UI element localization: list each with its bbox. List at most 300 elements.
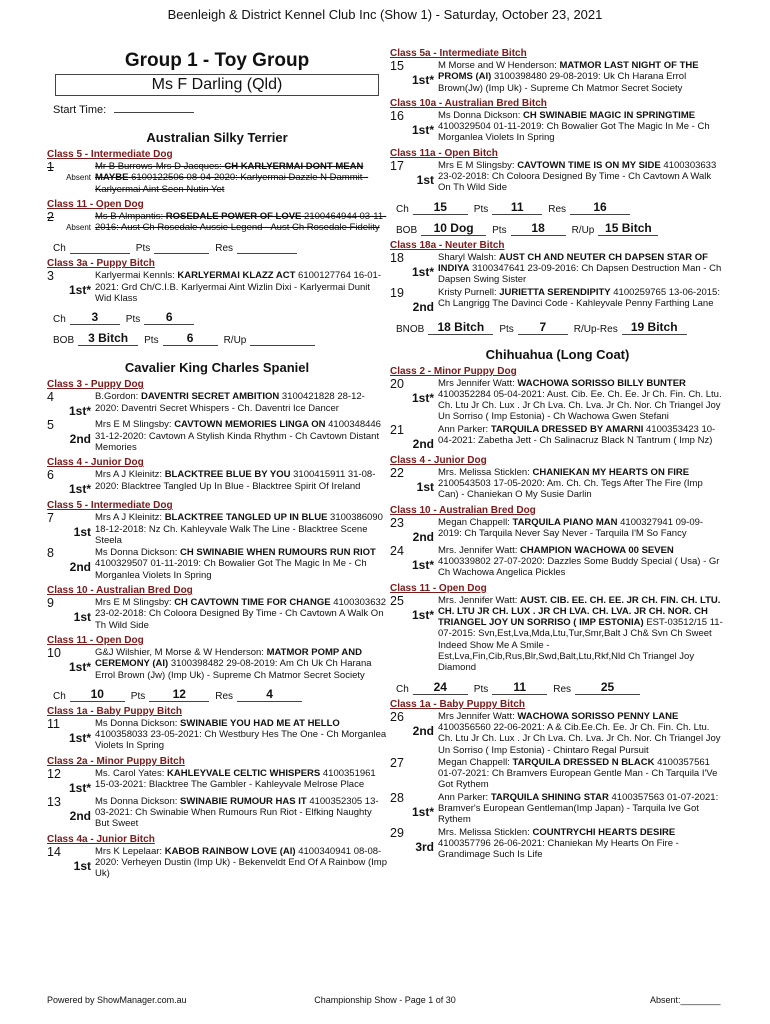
- entry-dog-name: AUST. CIB. EE. CH. EE. JR CH. FIN. CH. LTU. CH. LTU JR CH. LUX . JR CH LVA. CH. LVA. JR CH. NOR. CH TRIANGEL JOY UN SORRISO ( IMP ESTONIA): [438, 594, 721, 629]
- entry-text: [95, 547, 387, 581]
- entry-row: [47, 391, 387, 418]
- entry-text: [438, 424, 725, 451]
- entry-text: [438, 711, 725, 756]
- start-time: [53, 104, 387, 116]
- entry-dog-name: CHAMPION WACHOWA 00 SEVEN: [520, 544, 674, 556]
- class-title: Class 11a - Open Bitch: [390, 147, 498, 159]
- entry-number: 28: [390, 790, 404, 805]
- entry-dog-name: TARQUILA PIANO MAN: [512, 516, 618, 528]
- entry-details: 3100398480 29-08-2019: Uk Ch Harana Errol Brown(Jw) (Imp Uk) - Supreme Ch Matmor Secret Society: [438, 71, 687, 94]
- award-value: 15: [413, 200, 468, 215]
- entry-placing: 1st*: [68, 404, 91, 419]
- entry-meta: [47, 597, 95, 631]
- breed-title: Chihuahua (Long Coat): [485, 346, 630, 362]
- entry-row: [47, 211, 387, 234]
- entry-placing: 1st*: [68, 730, 91, 745]
- entry-details: 4100303632 23-02-2018: Ch Coloora Designed By Time - Ch Cavtown A Walk On Th Wild Side: [95, 597, 387, 631]
- entry-number: 22: [390, 465, 404, 480]
- class-title: Class 3a - Puppy Bitch: [47, 258, 155, 270]
- entry-meta: [47, 161, 95, 195]
- entry-details: 4100353423 10-04-2021: Zabetha Jett - Ch Salinacruz Black N Tantrum ( Imp Nz): [438, 423, 716, 447]
- award-label: R/Up: [223, 335, 247, 347]
- award-label: Res: [215, 243, 234, 255]
- entry-meta: [390, 110, 438, 144]
- left-breeds: [47, 130, 387, 880]
- entry-number: 12: [47, 766, 61, 781]
- entry-text: [438, 545, 725, 579]
- entry-meta: [390, 378, 438, 423]
- entry-owner: Mrs E M Slingsby:: [438, 159, 518, 171]
- entry-placing: 1st*: [411, 264, 434, 279]
- award-value: 18 Bitch: [428, 320, 493, 335]
- entry-details: 4100259765 13-06-2015: Ch Langrigg The Davinci Code - Kahleyvale Penny Farthing Lane: [438, 286, 720, 309]
- class-title: Class 4a - Junior Bitch: [47, 833, 155, 845]
- award-label: Ch: [396, 203, 409, 215]
- group-title: Group 1 - Toy Group: [124, 50, 310, 71]
- entry-row: [47, 512, 387, 546]
- entry-dog-name: KABOB RAINBOW LOVE (AI): [164, 845, 296, 857]
- entry-number: 19: [390, 285, 404, 300]
- entry-absent: Absent: [66, 173, 91, 182]
- entry-number: 7: [47, 511, 54, 526]
- entry-meta: [390, 160, 438, 194]
- entry-meta: [47, 768, 95, 795]
- entry-number: 10: [47, 645, 61, 660]
- entry-row: [47, 718, 387, 752]
- entry-text: [438, 595, 725, 674]
- entry-details: 4100340941 08-08-2020: Verheyen Dustin (Imp Uk) - Bekenveldt End Of A Rainbow (Imp Uk): [95, 845, 388, 880]
- award-label: Res: [215, 690, 234, 702]
- entry-placing: 2nd: [69, 432, 91, 447]
- entry-owner: G&J Wilshier, M Morse & W Henderson:: [95, 646, 267, 658]
- award-label: Pts: [144, 335, 159, 347]
- entry-placing: 1st*: [68, 482, 91, 497]
- entry-owner: Kristy Purnell:: [438, 286, 500, 298]
- entry-details: 4100329507 01-11-2019: Ch Bowalier Got The Magic In Me - Ch Morganlea Violets In Spring: [95, 558, 367, 581]
- entry-details: 3100398482 29-08-2019: Am Ch Uk Ch Harana Errol Brown (Jw) (Imp Uk) - Supreme Ch Matmor Secret Society: [95, 658, 372, 681]
- class-title: Class 10a - Australian Bred Bitch: [390, 97, 547, 109]
- entry-dog-name: JURIETTA SERENDIPITY: [499, 286, 611, 298]
- entry-number: 21: [390, 422, 404, 437]
- entry-dog-name: CAVTOWN MEMORIES LINGA ON: [174, 419, 326, 431]
- entry-owner: Mrs Jennifer Watt:: [438, 377, 518, 389]
- entry-number: 9: [47, 596, 54, 611]
- entry-dog-name: DAVENTRI SECRET AMBITION: [140, 391, 280, 403]
- class-title: Class 11 - Open Dog: [390, 582, 487, 594]
- entry-text: [438, 827, 725, 861]
- entry-owner: Mrs A J Kleinitz:: [95, 512, 165, 524]
- entry-dog-name: CH SWINABIE WHEN RUMOURS RUN RIOT: [180, 547, 376, 559]
- entry-details: 4100348446 31-12-2020: Cavtown A Stylish Kinda Rhythm - Ch Cavtown Distant Memories: [95, 419, 381, 453]
- entry-number: 26: [390, 709, 404, 724]
- entry-row: [390, 287, 725, 314]
- entry-row: [47, 547, 387, 581]
- award-label: Pts: [135, 243, 151, 255]
- entry-meta: [47, 419, 95, 453]
- entry-number: 3: [47, 269, 54, 284]
- entry-placing: 1st*: [68, 780, 91, 795]
- award-value: 18: [511, 221, 566, 236]
- entry-details: 3100415911 31-08-2020: Blacktree Tangled Up In Blue - Blacktree Spirit Of Ireland: [95, 469, 376, 492]
- entry-meta: [390, 827, 438, 861]
- footer-powered-by: Powered by ShowManager.com.au: [47, 995, 187, 1005]
- entry-number: 20: [390, 376, 404, 391]
- entry-owner: Karlyermai Kennls:: [95, 270, 178, 282]
- entry-dog-name: COUNTRYCHI HEARTS DESIRE: [532, 826, 676, 838]
- entry-dog-name: TARQUILA SHINING STAR: [490, 791, 609, 803]
- entry-details: 3100386090 18-12-2018: Nz Ch. Kahleyvale Walk The Line - Blacktree Scene Steela: [95, 512, 383, 546]
- entry-owner: Mrs A J Kleinitz:: [95, 469, 165, 481]
- entry-placing: 1st*: [411, 73, 434, 87]
- entry-row: [390, 595, 725, 674]
- entry-dog-name: ROSEDALE POWER OF LOVE: [165, 210, 302, 222]
- entry-number: 27: [390, 755, 404, 770]
- entry-details: 4100339802 27-07-2020: Dazzles Some Buddy Special ( Usa) - Gr Ch Wachowa Angelica Pickles: [438, 555, 720, 579]
- award-value: 4: [237, 687, 302, 702]
- class-title: Class 2a - Minor Puppy Bitch: [47, 755, 185, 767]
- award-label: Pts: [499, 323, 514, 335]
- entry-owner: Megan Chappell:: [438, 516, 513, 528]
- entry-dog-name: CH CAVTOWN TIME FOR CHANGE: [174, 597, 331, 609]
- award-label: Pts: [473, 203, 489, 215]
- award-line: [390, 680, 725, 695]
- entry-number: 2: [47, 209, 54, 224]
- entry-owner: Mrs Jennifer Watt:: [438, 710, 518, 722]
- award-value: [237, 239, 297, 254]
- entry-placing: 1st*: [68, 283, 91, 298]
- award-label: Pts: [130, 690, 146, 702]
- entry-number: 16: [390, 108, 404, 123]
- entry-meta: [390, 287, 438, 314]
- entry-meta: [390, 517, 438, 544]
- entry-row: [390, 711, 725, 756]
- award-label: Ch: [53, 314, 66, 326]
- entry-placing: 2nd: [412, 529, 434, 544]
- class-title: Class 1a - Baby Puppy Bitch: [390, 698, 526, 710]
- entry-dog-name: MATMOR LAST NIGHT OF THE PROMS (AI): [438, 60, 699, 83]
- award-value: 15 Bitch: [598, 221, 658, 236]
- entry-row: [47, 270, 387, 304]
- award-label: Res: [548, 203, 567, 215]
- entry-meta: [390, 467, 438, 501]
- entry-placing: 1st: [416, 479, 434, 494]
- entry-absent: Absent: [66, 222, 91, 232]
- entry-meta: [390, 545, 438, 579]
- class-title: Class 1a - Baby Puppy Bitch: [47, 705, 183, 717]
- entry-row: [390, 60, 725, 94]
- entry-owner: B.Gordon:: [95, 391, 141, 403]
- award-label: R/Up-Res: [573, 323, 618, 335]
- entry-row: [390, 160, 725, 194]
- award-label: Pts: [492, 224, 507, 236]
- class-title: Class 11 - Open Dog: [47, 198, 144, 210]
- entry-meta: [390, 711, 438, 756]
- entry-details: 3100347641 23-09-2016: Ch Dapsen Destruction Man - Ch Dapsen Swing Sister: [438, 262, 722, 286]
- right-column: [390, 44, 725, 860]
- entry-meta: [47, 512, 95, 546]
- entry-row: [390, 424, 725, 451]
- entry-meta: [390, 595, 438, 674]
- award-value: 6: [144, 310, 194, 325]
- entry-owner: Ms. Carol Yates:: [95, 767, 167, 779]
- start-time-label: Start Time:: [53, 104, 107, 116]
- award-line: [47, 331, 387, 346]
- entry-details: 4100352305 13-03-2021: Ch Swinabie When Rumours Run Riot - Elfking Naughty But Sweet: [95, 795, 379, 830]
- entry-dog-name: SWINABIE YOU HAD ME AT HELLO: [180, 717, 340, 729]
- award-line: [390, 221, 725, 236]
- entry-text: [438, 467, 725, 501]
- entry-meta: [390, 424, 438, 451]
- entry-details: 4100357563 01-07-2021: Bramver's European Gentleman(Imp Japan) - Tarquila Ive Got Rythem: [438, 791, 719, 826]
- entry-owner: Mrs K Lepelaar:: [95, 845, 165, 857]
- entry-owner: Mr B Burrows-Mrs D Jacques:: [95, 161, 225, 172]
- entry-number: 24: [390, 543, 404, 558]
- entry-row: [47, 647, 387, 681]
- entry-owner: Ms Donna Dickson:: [95, 795, 181, 807]
- entry-row: [47, 161, 387, 195]
- award-value: 16: [570, 200, 630, 215]
- entry-number: 14: [47, 844, 61, 859]
- entry-placing: 1st*: [411, 122, 434, 137]
- award-value: 24: [413, 680, 468, 695]
- entry-details: 3100421828 28-12-2020: Daventri Secret Whispers - Ch. Daventri Ice Dancer: [95, 391, 365, 414]
- entry-placing: 1st: [416, 172, 434, 187]
- award-line: [390, 200, 725, 215]
- entry-row: [390, 110, 725, 144]
- entry-placing: 2nd: [69, 808, 91, 823]
- entry-owner: Ms B Almpantis:: [95, 210, 166, 222]
- entry-owner: Ms Donna Dickson:: [438, 109, 524, 121]
- entry-meta: [390, 757, 438, 791]
- class-title: Class 4 - Junior Dog: [390, 454, 487, 466]
- award-label: Ch: [53, 243, 66, 255]
- entry-placing: 1st*: [411, 607, 434, 622]
- award-value: 11: [492, 680, 547, 695]
- entry-row: [47, 469, 387, 496]
- entry-dog-name: WACHOWA SORISSO PENNY LANE: [517, 710, 679, 722]
- entry-owner: Mrs. Jennifer Watt:: [438, 594, 520, 606]
- entry-text: [95, 469, 387, 496]
- entry-text: [438, 110, 725, 144]
- entry-dog-name: KAHLEYVALE CELTIC WHISPERS: [166, 767, 321, 779]
- entry-details: 4100327941 09-09-2019: Ch Tarquila Never Say Never - Tarquila I'M So Fancy: [438, 516, 704, 539]
- entry-number: 1: [47, 160, 54, 174]
- entry-number: 6: [47, 468, 54, 483]
- entry-text: [95, 718, 387, 752]
- entry-row: [47, 846, 387, 880]
- entry-placing: 2nd: [412, 436, 434, 451]
- entry-details: EST-03512/15 11-07-2015: Svn,Est,Lva,Mda,Ltu,Tur,Smr,Balt J Ch& Svn Ch Sweet Indeed Show Me A Smile - Est,Lva,Fin,Cib,Rus,Blr,Swd,Balt,Ltu,Rkf,Nld Ch Triangel Joy Diamond: [438, 617, 723, 674]
- entry-owner: Megan Chappell:: [438, 756, 513, 768]
- award-label: BOB: [396, 224, 418, 236]
- breed-title: Australian Silky Terrier: [146, 130, 288, 145]
- class-title: Class 4 - Junior Dog: [47, 457, 144, 469]
- entry-text: [95, 846, 387, 880]
- class-title: Class 5 - Intermediate Dog: [47, 149, 173, 160]
- entry-text: [95, 161, 387, 195]
- class-title: Class 5a - Intermediate Bitch: [390, 48, 527, 59]
- entry-meta: [390, 792, 438, 826]
- entry-meta: [47, 647, 95, 681]
- entry-owner: Mrs. Melissa Sticklen:: [438, 826, 533, 838]
- entry-owner: Mrs E M Slingsby:: [95, 597, 175, 609]
- entry-number: 29: [390, 825, 404, 840]
- entry-details: 4100351961 15-03-2021: Blacktree The Gambler - Kahleyvale Melrose Place: [95, 767, 376, 791]
- class-title: Class 10 - Australian Bred Dog: [390, 504, 536, 516]
- entry-owner: Ann Parker:: [438, 791, 491, 803]
- entry-dog-name: CH KARLYERMAI DONT MEAN MAYBE: [95, 161, 364, 184]
- entry-text: [95, 512, 387, 546]
- entry-details: 4100352284 05-04-2021: Aust. Cib. Ee. Ch. Ee. Jr Ch. Fin. Ch. Ltu. Ch. Ltu Jr Ch. Lux . Jr Ch Lva. Ch. Lva. Jr Ch. Nor. Ch Triangel Joy Un Sorriso ( Imp Estonia) - Ch Wachowa Gwen Stefani: [438, 388, 722, 423]
- entry-placing: 3rd: [415, 839, 434, 854]
- entry-placing: 1st*: [411, 390, 434, 405]
- entry-dog-name: CHANIEKAN MY HEARTS ON FIRE: [532, 466, 690, 478]
- class-title: Class 2 - Minor Puppy Dog: [390, 365, 517, 377]
- entry-number: 5: [47, 418, 54, 433]
- entry-text: [95, 270, 387, 304]
- judge-name: Ms F Darling (Qld): [55, 74, 379, 96]
- entry-row: [390, 467, 725, 501]
- entry-placing: 1st*: [411, 804, 434, 819]
- entry-dog-name: CAVTOWN TIME IS ON MY SIDE: [517, 159, 661, 171]
- entry-row: [47, 597, 387, 631]
- entry-placing: 2nd: [69, 560, 91, 575]
- class-title: Class 5 - Intermediate Dog: [47, 500, 173, 512]
- entry-details: 4100358033 23-05-2021: Ch Westbury Hes The One - Ch Morganlea Violets In Spring: [95, 729, 387, 752]
- right-breeds: [390, 48, 725, 860]
- entry-dog-name: SWINABIE RUMOUR HAS IT: [180, 795, 307, 807]
- award-label: Ch: [53, 690, 66, 702]
- entry-text: [438, 252, 725, 286]
- award-label: Ch: [396, 683, 409, 695]
- entry-row: [390, 792, 725, 826]
- award-value: 3 Bitch: [78, 331, 138, 346]
- entry-number: 23: [390, 515, 404, 530]
- award-line: [47, 310, 387, 325]
- entry-text: [95, 391, 387, 418]
- entry-row: [390, 517, 725, 544]
- award-value: 25: [575, 680, 640, 695]
- entry-placing: 1st*: [68, 659, 91, 674]
- entry-text: [438, 757, 725, 791]
- page-header: Beenleigh & District Kennel Club Inc (Show 1) - Saturday, October 23, 2021: [167, 7, 603, 22]
- entry-dog-name: TARQUILA DRESSED N BLACK: [512, 756, 655, 768]
- entry-row: [390, 757, 725, 791]
- entry-details: 4100356560 22-06-2021: A & Cib.Ee.Ch. Ee. Jr Ch. Fin. Ch. Ltu. Ch. Ltu Jr Ch. Lux . Jr Ch Lva. Ch. Lva. Jr Ch. Nor. Ch Triangel Joy Un Sorriso ( Imp Estonia) - Chintaro Regal Pursuit: [438, 721, 721, 756]
- class-title: Class 11 - Open Dog: [47, 634, 144, 646]
- entry-meta: [47, 846, 95, 880]
- entry-dog-name: MATMOR POMP AND CEREMONY (AI): [95, 646, 362, 670]
- entry-text: [95, 597, 387, 631]
- entry-placing: 2nd: [412, 723, 434, 738]
- entry-meta: [47, 796, 95, 830]
- entry-details: 4100357561 01-07-2021: Ch Bramvers European Gentle Man - Ch Tarquila I'Ve Got Rythem: [438, 756, 718, 791]
- entry-dog-name: TARQUILA DRESSED BY AMARNI: [490, 423, 644, 435]
- entry-placing: 1st: [73, 858, 91, 873]
- award-value: 12: [149, 687, 209, 702]
- entry-meta: [390, 252, 438, 286]
- entry-text: [438, 378, 725, 423]
- entry-placing: 1st: [73, 525, 91, 540]
- entry-owner: Ann Parker:: [438, 423, 491, 435]
- award-label: R/Up: [571, 224, 595, 236]
- entry-placing: 1st*: [411, 557, 434, 572]
- entry-text: [438, 160, 725, 194]
- award-value: 7: [518, 320, 568, 335]
- entry-number: 4: [47, 390, 54, 405]
- entry-dog-name: BLACKTREE TANGLED UP IN BLUE: [164, 512, 328, 524]
- award-value: [250, 331, 315, 346]
- entry-text: [95, 419, 387, 453]
- entry-row: [47, 419, 387, 453]
- entry-owner: Ms Donna Dickson:: [95, 717, 181, 729]
- footer-absent: Absent:________: [650, 995, 721, 1005]
- award-value: 10: [70, 687, 125, 702]
- award-value: 11: [492, 200, 542, 215]
- entry-row: [47, 768, 387, 795]
- entry-meta: [390, 60, 438, 94]
- entry-details: 4100329504 01-11-2019: Ch Bowalier Got The Magic In Me - Ch Morganlea Violets In Spring: [438, 121, 710, 144]
- entry-number: 17: [390, 158, 404, 173]
- award-value: 19 Bitch: [622, 320, 687, 335]
- start-time-line: [114, 112, 194, 113]
- entry-dog-name: CH SWINABIE MAGIC IN SPRINGTIME: [523, 109, 696, 121]
- award-label: Pts: [125, 314, 141, 326]
- class-title: Class 10 - Australian Bred Dog: [47, 585, 193, 597]
- entry-dog-name: AUST CH AND NEUTER CH DAPSEN STAR OF INDIYA: [438, 251, 708, 274]
- entry-row: [390, 827, 725, 861]
- entry-owner: Sharyl Walsh:: [438, 251, 499, 263]
- entry-number: 18: [390, 250, 404, 265]
- entry-details: 6100122506 08-04-2020: Karlyermai Dazzle N Dammit - Karlyermai Aint Seen Nutin Yet: [95, 172, 369, 195]
- left-column: [47, 44, 387, 880]
- award-value: 10 Dog: [421, 221, 486, 236]
- entry-owner: Mrs. Melissa Sticklen:: [438, 466, 533, 478]
- entry-row: [390, 545, 725, 579]
- entry-details: 2100543503 17-05-2020: Am. Ch. Ch. Tegs After The Fire (Imp Can) - Chaniekan O My Susie Darlin: [438, 478, 703, 501]
- award-value: 3: [70, 310, 120, 325]
- entry-text: [438, 517, 725, 544]
- entry-text: [438, 792, 725, 826]
- award-value: [154, 239, 209, 254]
- award-value: 6: [163, 331, 218, 346]
- entry-owner: Mrs E M Slingsby:: [95, 419, 175, 431]
- entry-row: [390, 378, 725, 423]
- award-line: [390, 320, 725, 335]
- entry-details: 4100303633 23-02-2018: Ch Coloora Designed By Time - Ch Cavtown A Walk On Th Wild Side: [438, 159, 717, 194]
- entry-text: [95, 796, 387, 830]
- entry-meta: [47, 211, 95, 234]
- entry-meta: [47, 270, 95, 304]
- footer-page: Championship Show - Page 1 of 30: [314, 995, 456, 1005]
- award-label: BOB: [53, 335, 75, 347]
- entry-row: [390, 252, 725, 286]
- entry-owner: M Morse and W Henderson:: [438, 60, 560, 71]
- entry-meta: [47, 469, 95, 496]
- award-label: BNOB: [396, 323, 425, 335]
- entry-row: [47, 796, 387, 830]
- award-line: [47, 687, 387, 702]
- entry-owner: Ms Donna Dickson:: [95, 547, 181, 559]
- entry-owner: Mrs. Jennifer Watt:: [438, 544, 520, 556]
- entry-number: 8: [47, 546, 54, 561]
- entry-text: [438, 287, 725, 314]
- entry-text: [95, 768, 387, 795]
- award-line: [47, 239, 387, 254]
- entry-number: 15: [390, 59, 404, 73]
- award-value: [70, 239, 130, 254]
- entry-dog-name: KARLYERMAI KLAZZ ACT: [177, 270, 296, 282]
